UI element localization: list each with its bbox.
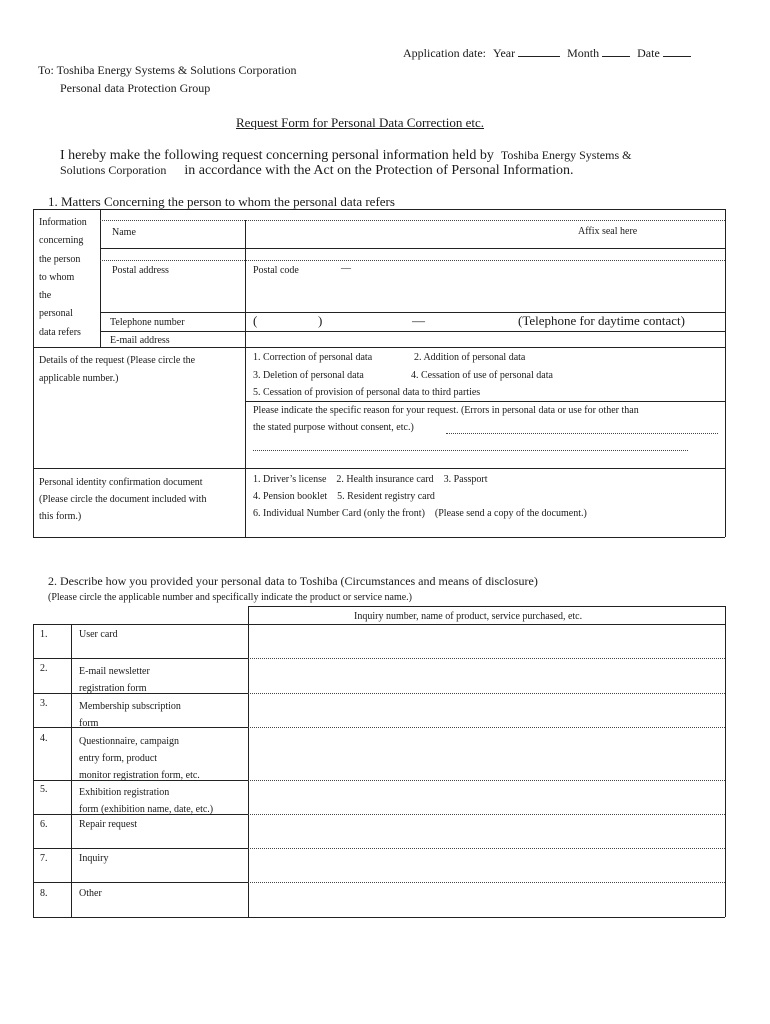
row-input-exhibition[interactable]	[249, 781, 724, 813]
recipient-line: To: Toshiba Energy Systems & Solutions Corporation	[38, 63, 297, 77]
postal-address-field[interactable]	[246, 261, 724, 311]
year-field[interactable]	[518, 46, 560, 57]
postal-code-label: Postal code	[253, 265, 299, 276]
section2-subheading: (Please circle the applicable number and specifically indicate the product or service name.)	[48, 592, 413, 603]
phone-daytime-note: (Telephone for daytime contact)	[518, 313, 685, 328]
row-input-email-newsletter[interactable]	[249, 659, 724, 692]
postal-code-dash: —	[341, 263, 351, 274]
recipient-group-line: Personal data Protection Group	[60, 81, 211, 95]
phone-dash: —	[412, 313, 425, 328]
identity-label-line: this form.)	[39, 511, 82, 522]
row-label-membership: Membership subscription form	[79, 701, 181, 729]
postal-address-label: Postal address	[112, 265, 169, 276]
row-number: 2.	[40, 663, 48, 674]
info-concerning-label	[39, 214, 87, 342]
identity-options-line3[interactable]: 6. Individual Number Card (only the front) (Please send a copy of the document.)	[253, 508, 587, 519]
month-label: Month	[567, 46, 600, 60]
phone-open-paren: (	[253, 313, 258, 328]
info-label-line: the	[39, 290, 52, 302]
identity-document-label	[39, 474, 206, 525]
details-label-line: applicable number.)	[39, 373, 119, 384]
details-request-label	[39, 352, 195, 388]
identity-options-line2[interactable]: 4. Pension booklet 5. Resident registry card	[253, 491, 435, 502]
info-label-line: Information	[39, 217, 87, 228]
row-number: 8.	[40, 888, 48, 899]
intro-text-b: in accordance with the Act on the Protection of Personal Information.	[184, 163, 574, 178]
section2-heading: 2. Describe how you provided your personal data to Toshiba (Circumstances and means of disclosure)	[48, 574, 538, 588]
row-number: 4.	[40, 733, 48, 744]
option-cessation-use[interactable]: 4. Cessation of use of personal data	[411, 370, 553, 381]
option-cessation-provision[interactable]: 5. Cessation of provision of personal data to third parties	[253, 387, 481, 398]
identity-options-line1[interactable]: 1. Driver’s license 2. Health insurance card 3. Passport	[253, 474, 488, 485]
row-number: 7.	[40, 853, 48, 864]
info-label-line: concerning	[39, 235, 84, 247]
reason-dotted-line	[446, 433, 718, 434]
row-input-repair-request[interactable]	[249, 815, 724, 847]
row-input-other[interactable]	[249, 883, 724, 916]
info-label-line: data refers	[39, 326, 81, 338]
intro-line-2	[60, 161, 574, 179]
name-label: Name	[112, 227, 136, 238]
details-label-line: Details of the request (Please circle the	[39, 355, 196, 366]
intro-company-a: Toshiba Energy Systems &	[500, 148, 632, 162]
row-label-user-card: User card	[79, 629, 118, 640]
row-number: 6.	[40, 819, 48, 830]
info-label-line: to whom	[39, 271, 75, 283]
date-label: Date	[637, 46, 660, 60]
reason-instruction-line1: Please indicate the specific reason for your request. (Errors in personal data or use for other than	[253, 405, 639, 416]
application-date-label: Application date:	[403, 46, 486, 60]
info-label-line: the person	[39, 253, 81, 265]
phone-close-paren: )	[318, 313, 323, 328]
row-input-questionnaire[interactable]	[249, 728, 724, 779]
row-input-membership[interactable]	[249, 694, 724, 726]
row-label-email-newsletter: E-mail newsletter registration form	[79, 666, 150, 694]
page-title: Request Form for Personal Data Correction etc.	[236, 115, 485, 130]
intro-text-a: I hereby make the following request concerning personal information held by	[60, 148, 494, 163]
month-field[interactable]	[602, 46, 630, 57]
row-label-other: Other	[79, 888, 102, 899]
telephone-field[interactable]	[246, 313, 516, 330]
row-input-user-card[interactable]	[249, 625, 724, 657]
row-number: 3.	[40, 698, 48, 709]
reason-instruction-line2: the stated purpose without consent, etc.)	[253, 422, 414, 433]
year-label: Year	[492, 46, 516, 60]
row-label-questionnaire: Questionnaire, campaign entry form, product monitor registration form, etc.	[79, 736, 200, 781]
affix-seal-label: Affix seal here	[578, 226, 638, 237]
email-label: E-mail address	[110, 335, 170, 346]
identity-label-line: (Please circle the document included with	[39, 494, 207, 505]
telephone-label: Telephone number	[110, 317, 185, 328]
reason-field[interactable]	[253, 436, 718, 452]
name-field[interactable]	[246, 221, 724, 247]
option-correction[interactable]: 1. Correction of personal data	[253, 352, 373, 363]
row-label-repair-request: Repair request	[79, 819, 138, 830]
date-field[interactable]	[663, 46, 691, 57]
identity-label-line: Personal identity confirmation document	[39, 477, 203, 488]
intro-company-b: Solutions Corporation	[60, 163, 167, 177]
email-field[interactable]	[246, 332, 724, 346]
option-addition[interactable]: 2. Addition of personal data	[414, 352, 526, 363]
option-deletion[interactable]: 3. Deletion of personal data	[253, 370, 364, 381]
row-number: 1.	[40, 629, 48, 640]
row-input-inquiry[interactable]	[249, 849, 724, 881]
info-label-line: personal	[39, 308, 73, 320]
row-number: 5.	[40, 784, 48, 795]
row-label-inquiry: Inquiry	[79, 853, 109, 864]
inquiry-column-header: Inquiry number, name of product, service purchased, etc.	[354, 611, 583, 622]
row-label-exhibition: Exhibition registration form (exhibition name, date, etc.)	[79, 787, 214, 815]
section1-heading: 1. Matters Concerning the person to whom the personal data refers	[48, 194, 395, 209]
application-date-line	[403, 46, 691, 61]
